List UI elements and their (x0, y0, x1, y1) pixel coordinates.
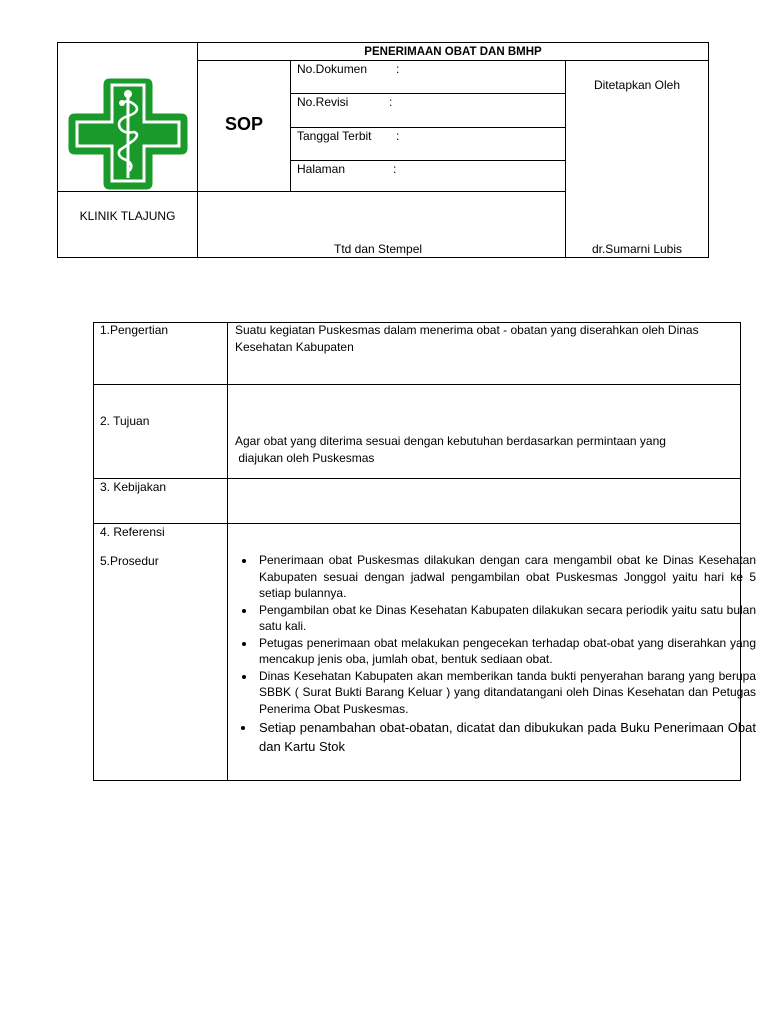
prosedur-item: • Pengambilan obat ke Dinas Kesehatan Kabupaten dilakukan secara periodik yaitu satu bulan satu kali. (256, 602, 756, 635)
prosedur-label: 5.Prosedur (100, 554, 159, 568)
medical-cross-caduceus-icon (66, 76, 190, 192)
prosedur-list (233, 552, 756, 756)
tujuan-text-line-1: Agar obat yang diterima sesuai dengan kebutuhan berdasarkan permintaan yang (235, 434, 666, 448)
field-no-revisi-label: No.Revisi (297, 95, 349, 109)
pengertian-text: Suatu kegiatan Puskesmas dalam menerima obat - obatan yang diserahkan oleh Dinas Kesehatan Kabupaten (235, 323, 699, 354)
header-divider-logo (197, 42, 198, 258)
document-title: PENERIMAAN OBAT DAN BMHP (364, 46, 542, 58)
field-no-dokumen-sep: : (396, 62, 400, 76)
prosedur-item: • Setiap penambahan obat-obatan, dicatat dan dibukukan pada Buku Penerimaan Obat dan Kartu Stok (256, 718, 756, 756)
header-border-bottom (57, 257, 709, 258)
prosedur-item: • Dinas Kesehatan Kabupaten akan memberikan tanda bukti penyerahan barang yang berupa SBBK ( Surat Bukti Barang Keluar ) yang ditandatangani oleh Dinas Kesehatan dan Petugas Penerima Obat Puskesmas. (256, 668, 756, 718)
field-no-dokumen-label: No.Dokumen (297, 62, 368, 76)
field-no-revisi-sep: : (389, 95, 393, 109)
signatory-name: dr.Sumarni Lubis (591, 242, 683, 256)
kebijakan-label: 3. Kebijakan (100, 480, 167, 494)
tujuan-text-line-2: diajukan oleh Puskesmas (235, 451, 375, 465)
header-row-line-1 (290, 93, 566, 94)
field-halaman-sep: : (393, 162, 397, 176)
clinic-name: KLINIK TLAJUNG (79, 209, 176, 223)
header-border-left (57, 42, 58, 258)
content-border-bottom (93, 780, 741, 781)
header-row-line-3 (290, 160, 566, 161)
header-divider-title (197, 60, 709, 61)
referensi-label: 4. Referensi (100, 525, 165, 539)
field-tanggal-terbit-sep: : (396, 129, 400, 143)
content-row-line-2 (93, 478, 741, 479)
tujuan-label: 2. Tujuan (100, 414, 150, 428)
sop-label: SOP (225, 114, 264, 134)
header-divider-sop (290, 60, 291, 192)
field-halaman-label: Halaman (297, 162, 346, 176)
header-border-right (708, 42, 709, 258)
content-row-line-1 (93, 384, 741, 385)
ttd-stempel-label: Ttd dan Stempel (334, 242, 423, 256)
content-border-left (93, 322, 94, 781)
prosedur-item: • Penerimaan obat Puskesmas dilakukan dengan cara mengambil obat ke Dinas Kesehatan Kabupaten sesuai dengan jadwal pengambilan obat Puskesmas Jonggol yaitu hari ke 5 setiap bulannya. (256, 552, 756, 602)
content-column-divider (227, 322, 228, 781)
content-row-line-3 (93, 523, 741, 524)
header-border-top (57, 42, 709, 43)
field-tanggal-terbit-label: Tanggal Terbit (297, 129, 372, 143)
header-row-line-2 (290, 127, 566, 128)
ditetapkan-oleh-label: Ditetapkan Oleh (593, 78, 681, 92)
prosedur-item: • Petugas penerimaan obat melakukan pengecekan terhadap obat-obat yang diserahkan yang mencakup jenis oba, jumlah obat, bentuk sediaan obat. (256, 635, 756, 668)
pengertian-label: 1.Pengertian (100, 323, 169, 337)
